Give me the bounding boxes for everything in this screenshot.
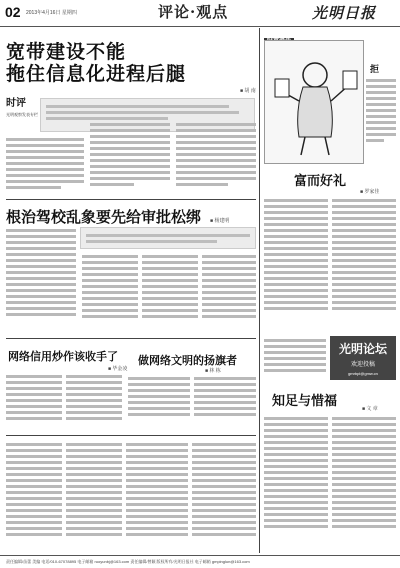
article1-body-col2: [90, 120, 170, 197]
article4-byline: ■ 林 栋: [205, 368, 221, 374]
promo-email: gmrbpl@gmw.cn: [348, 371, 378, 376]
page-number: 02: [5, 4, 21, 20]
article3-body-col2: [66, 372, 122, 432]
article3-byline: ■ 毕金凌: [108, 366, 128, 372]
article3-title: 网络信用炒作该收手了: [8, 350, 118, 363]
promo-title: 光明论坛: [338, 342, 387, 356]
article2-body-col4: [202, 252, 256, 334]
cartoon-caption: 拒: [370, 65, 380, 75]
issue-date: 2013年4月16日 星期四: [26, 10, 77, 16]
article2-body-col3: [142, 252, 198, 334]
article4-title: 做网络文明的扬旗者: [138, 354, 237, 367]
promo-subtitle: 欢迎投稿: [350, 362, 375, 368]
divider: [6, 338, 256, 339]
article1-byline: ■ 胡 南: [240, 88, 256, 94]
cartoon-title: 富而好礼: [294, 174, 347, 189]
article1-body-col3: [176, 120, 256, 197]
article1-title-line2: 拖住信息化进程后腿: [6, 63, 187, 85]
article4-body-col2: [194, 374, 256, 432]
sidebar-body-col3: [264, 336, 326, 380]
masthead: [0, 0, 400, 27]
article5-title: 知足与惜福: [272, 394, 338, 409]
article1-tag-sub: 光明观察发表专栏: [6, 112, 38, 117]
article2-abstract: [80, 227, 256, 249]
article2-byline: ■ 杨建明: [210, 218, 230, 224]
cartoon-byline: ■ 罗家佳: [360, 189, 380, 195]
lower-body-col4: [192, 440, 256, 552]
article3-body-col1: [6, 372, 62, 432]
article2-body-col2: [82, 252, 138, 334]
article4-body-col1: [128, 374, 190, 432]
article5-body-col1: [264, 414, 328, 552]
article5-byline: ■ 文 章: [362, 406, 378, 412]
article2-body-col1: [6, 226, 76, 334]
article1-body-col1: [6, 135, 84, 197]
lower-body-col2: [66, 440, 122, 552]
article1-title-line1: 宽带建设不能: [6, 41, 127, 63]
section-title: 评论·观点: [158, 3, 229, 21]
article1-tag-box: [6, 94, 40, 122]
newspaper-logo: 光明日报: [312, 4, 377, 22]
article5-body-col2: [332, 414, 396, 552]
column-separator: [259, 28, 260, 553]
sidebar-body-col2: [332, 196, 396, 332]
cartoon-note: [366, 76, 396, 160]
footer-text: 责任编辑/苗蕾 美编 电话/010-67078895 电子邮箱 ruoyunbj@163.com 责任编辑/曾颖 版权所有/光明日报社 电子邮箱 gmpinglun@163.com: [6, 559, 250, 564]
footer: [0, 555, 400, 568]
article1-tag: 时评: [6, 98, 26, 109]
promo-box: [330, 336, 396, 380]
divider: [6, 199, 256, 200]
sidebar-body-col1: [264, 196, 328, 332]
cartoon-drawing: [265, 41, 363, 163]
cartoon-illustration: [264, 40, 364, 164]
lower-body-col3: [126, 440, 188, 552]
article2-title: 根治驾校乱象要先给审批松绑: [6, 208, 202, 226]
divider: [6, 435, 256, 436]
lower-body-col1: [6, 440, 62, 552]
